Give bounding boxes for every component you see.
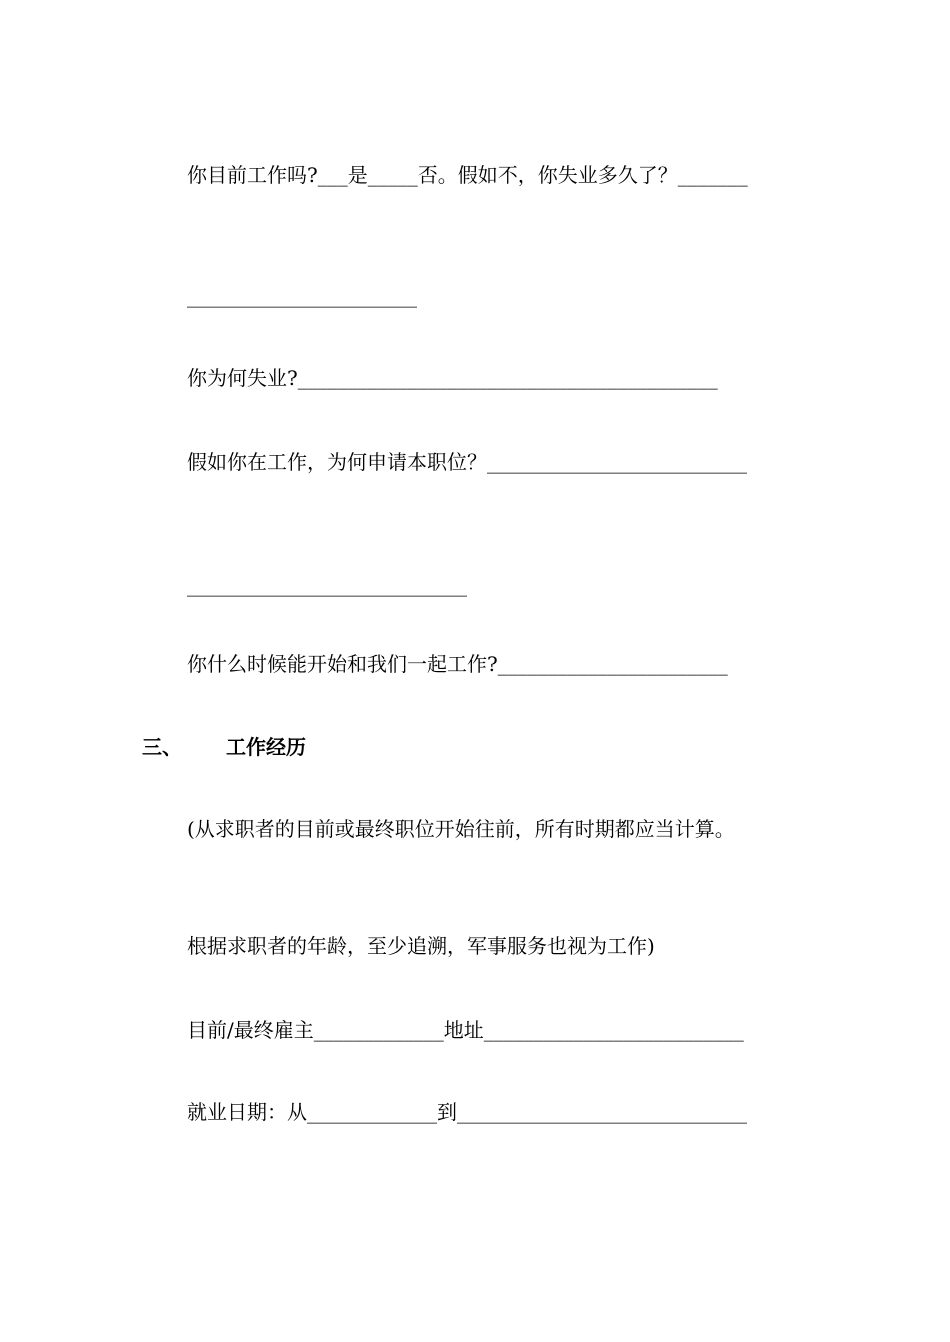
employer-address-field: 目前/最终雇主_____________地址__________________________: [187, 1018, 744, 1042]
application-reason-blank: ____________________________: [187, 573, 467, 597]
instruction-line-1: (从求职者的目前或最终职位开始往前，所有时期都应当计算。: [187, 817, 735, 841]
section-heading: [142, 735, 306, 759]
unemployment-reason-question: 你为何失业?__________________________________________: [187, 366, 718, 390]
employment-dates-field: 就业日期：从_____________到_____________________________: [187, 1100, 747, 1124]
unemployment-duration-blank: _______________________: [187, 284, 417, 308]
section-number: 三、: [142, 735, 182, 759]
application-reason-question: 假如你在工作，为何申请本职位？__________________________: [187, 450, 747, 474]
instruction-line-2: 根据求职者的年龄，至少追溯，军事服务也视为工作): [187, 934, 655, 958]
employment-status-question: 你目前工作吗?___是_____否。假如不，你失业多久了？_______: [187, 163, 748, 187]
start-date-question: 你什么时候能开始和我们一起工作?_______________________: [187, 652, 728, 676]
section-title: 工作经历: [226, 735, 306, 759]
